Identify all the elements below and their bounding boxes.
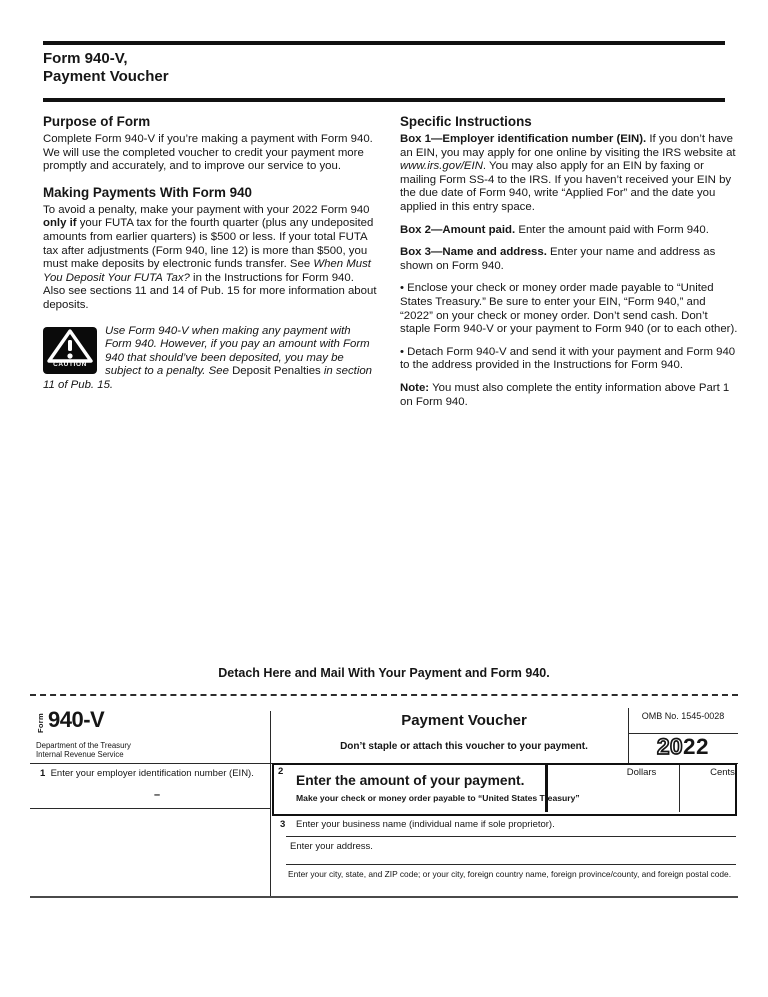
business-name-input-line[interactable] (286, 827, 736, 836)
tax-year-bold: 22 (683, 734, 710, 759)
note-paragraph (400, 382, 738, 409)
city-state-zip-input-line[interactable] (286, 881, 736, 893)
making-payments-heading: Making Payments With Form 940 (43, 184, 252, 200)
page-title-line2: Payment Voucher (43, 68, 169, 85)
bullet-icon: • (400, 345, 404, 358)
address-label: Enter your address. (290, 841, 373, 852)
caution-text-italic-1: Use Form 940-V when making any payment with Form 940. However, if you pay an amount with Form 940 that should’ve been deposited, you may be subject to a penalty. See (105, 324, 370, 378)
payment-voucher-form (30, 703, 738, 900)
purpose-of-form-text: Complete Form 940-V if you’re making a payment with Form 940. We will use the completed voucher to credit your payment more promptly and accurately, and to improve our service to you. (43, 133, 373, 173)
box2-instruction-paragraph (400, 224, 738, 238)
dollars-column-header: Dollars (626, 767, 657, 778)
bullet-detach-form-text: Detach Form 940-V and send it with your payment and Form 940 to the address provided in the Instructions for Form 940. (400, 345, 736, 372)
form-word-label: Form (36, 713, 45, 733)
box1-text-2: . You may also apply for an EIN by faxing or mailing Form SS-4 to the IRS. If you haven’t received your EIN by the due date of Form 940, write “Applied For” and the date you applied in this entry space. (400, 160, 732, 213)
bullet-icon: • (400, 282, 404, 295)
agency-line2: Internal Revenue Service (36, 750, 124, 759)
purpose-of-form-heading: Purpose of Form (43, 114, 151, 129)
divider (43, 41, 725, 45)
caution-icon-label: CAUTION (53, 360, 87, 368)
box2-text: Enter the amount paid with Form 940. (515, 223, 709, 236)
tax-year-outline: 20 (656, 734, 683, 759)
box2-amount-label: Enter the amount of your payment. (296, 773, 525, 788)
bullet-detach-form (400, 346, 738, 373)
address-underline (286, 864, 736, 865)
specific-instructions-heading: Specific Instructions (400, 114, 532, 129)
page-title (43, 50, 169, 86)
agency-line1: Department of the Treasury (36, 741, 131, 750)
box1-ein-label (40, 768, 265, 779)
address-input-line[interactable] (286, 855, 736, 864)
detach-here-label: Detach Here and Mail With Your Payment and Form 940. (218, 666, 550, 680)
box3-business-name-label: Enter your business name (individual name if sole proprietor). (296, 819, 555, 830)
box3-label: Box 3—Name and address. (400, 246, 547, 259)
irs-website-link[interactable]: www.irs.gov/EIN (400, 160, 483, 173)
cents-column-header: Cents (710, 767, 735, 778)
agency-name (36, 741, 131, 759)
box1-instruction-paragraph (400, 133, 738, 215)
making-payments-text-1: To avoid a penalty, make your payment with your 2022 Form 940 (43, 203, 370, 216)
box2-label: Box 2—Amount paid. (400, 223, 516, 236)
box3-text: Enter your name and address as shown on Form 940. (400, 246, 716, 272)
note-text: You must also complete the entity information above Part 1 on Form 940. (400, 381, 730, 408)
note-label: Note: (400, 381, 430, 394)
ein-dash: – (153, 789, 161, 801)
caution-text-roman-ref: Deposit Penalties (232, 365, 321, 378)
right-column (400, 112, 738, 418)
making-payments-paragraph (43, 204, 377, 313)
making-payments-text-2: your FUTA tax for the fourth quarter (plus any undeposited amounts from earlier quarters) is $500 or less. If your total FUTA tax after adjustments (Form 940, line 12) is more than $500, you must make deposits by electronic funds transfer. See (43, 217, 374, 271)
box2-amount-sublabel: Make your check or money order payable to “United States Treasury” (296, 793, 580, 803)
making-payments-text-3: in the Instructions for Form 940. Also see sections 11 and 14 of Pub. 15 for more information about deposits. (43, 271, 377, 311)
amount-dollars-input-area[interactable] (548, 777, 678, 810)
tax-year (628, 734, 738, 760)
making-payments-bold: only if (43, 217, 77, 230)
box1-label-text: Enter your employer identification number (EIN). (50, 768, 254, 779)
detach-dashed-line (30, 694, 738, 696)
making-payments-italic-ref: When Must You Deposit Your FUTA Tax? (43, 258, 371, 284)
ein-box-bottom-line (30, 808, 270, 809)
form-number: 940-V (48, 707, 105, 732)
box2-number: 2 (278, 766, 284, 777)
divider (43, 98, 725, 102)
caution-note (43, 325, 377, 393)
caution-text-italic-2: in section 11 of Pub. 15. (43, 365, 373, 391)
voucher-subtitle: Don’t staple or attach this voucher to your payment. (340, 741, 588, 752)
bullet-enclose-check-text: Enclose your check or money order made payable to “United States Treasury.” Be sure to enter your EIN, “Form 940,” and “2022” on your check or money order. Don’t send cash. Don’t staple Form 940-V or your payment to Form 940 (or to each other). (400, 282, 738, 336)
box3-instruction-paragraph (400, 246, 738, 273)
box3-number: 3 (280, 819, 286, 830)
bullet-enclose-check (400, 282, 738, 336)
business-name-underline (286, 836, 736, 837)
amount-cents-input-area[interactable] (681, 777, 736, 810)
caution-icon (43, 327, 97, 374)
page-title-line1: Form 940-V, (43, 50, 128, 67)
voucher-bottom-line (30, 896, 738, 898)
city-state-zip-label: Enter your city, state, and ZIP code; or your city, foreign country name, foreign province/county, and foreign postal code. (288, 869, 732, 879)
box1-label: Box 1—Employer identification number (EIN). (400, 133, 647, 145)
box1-text-1: If you don’t have an EIN, you may apply for one online by visiting the IRS website at (400, 133, 736, 159)
left-column (43, 112, 377, 393)
voucher-column-divider (270, 711, 271, 897)
purpose-of-form-paragraph (43, 133, 377, 174)
omb-number: OMB No. 1545-0028 (641, 711, 725, 721)
voucher-title: Payment Voucher (401, 712, 527, 729)
box1-number: 1 (40, 768, 46, 779)
